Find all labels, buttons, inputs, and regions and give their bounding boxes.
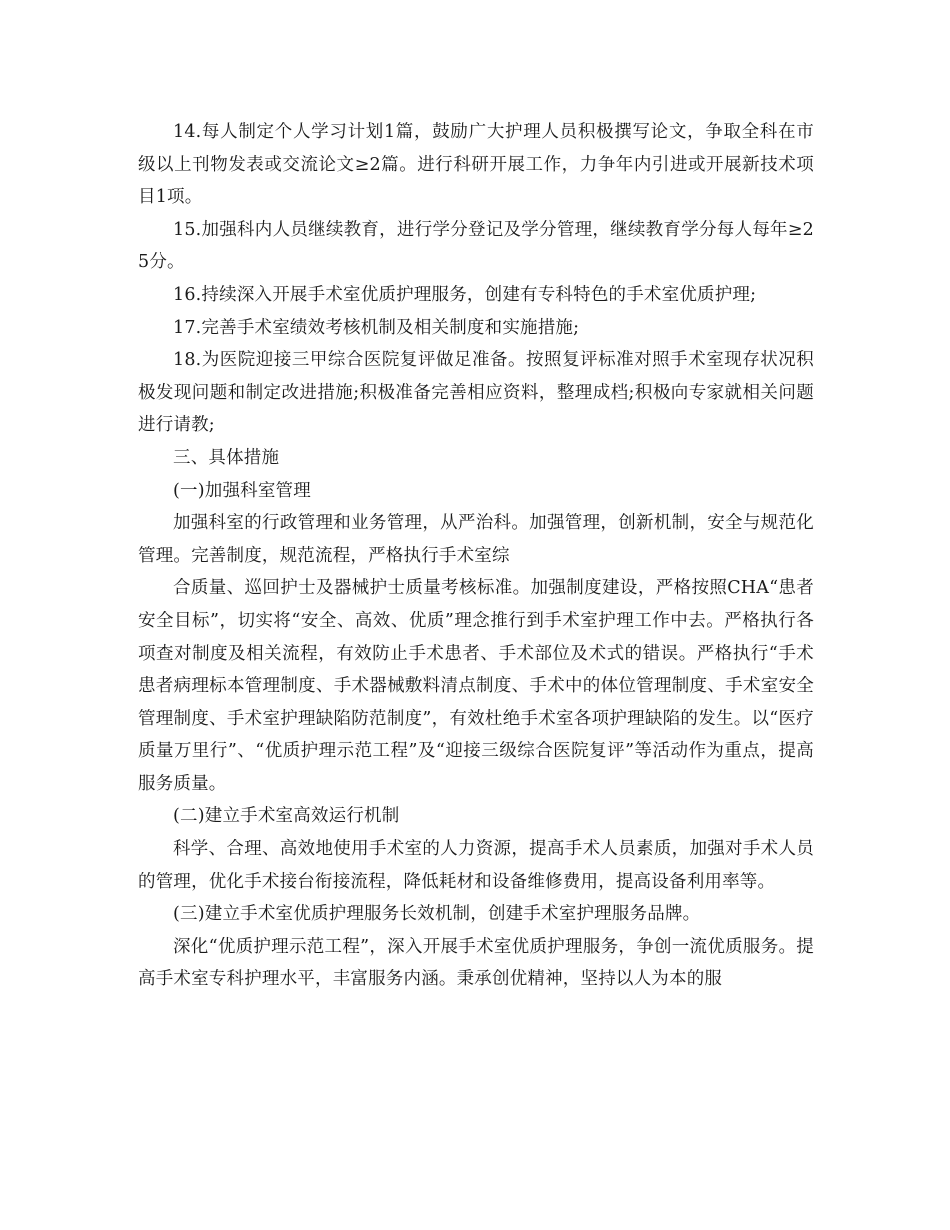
subheading-management: (一)加强科室管理 bbox=[173, 480, 311, 501]
paragraph-item-16: 16.持续深入开展手术室优质护理服务，创建有专科特色的手术室优质护理; bbox=[173, 284, 757, 305]
paragraph-management-detail: 合质量、巡回护士及器械护士质量考核标准。加强制度建设，严格按照CHA“患者安全目标”，切实将“安全、高效、优质”理念推行到手术室护理工作中去。严格执行各项查对制度及相关流程，有效防止手术患者、手术部位及术式的错误。严格执行“手术患者病理标本管理制度、手术器械敷料清点制度、手术中的体位管理制度、手术室安全管理制度、手术室护理缺陷防范制度”，有效杜绝手术室各项护理缺陷的发生。以“医疗质量万里行”、“优质护理示范工程”及“迎接三级综合医院复评”等活动作为重点，提高服务质量。 bbox=[138, 578, 814, 794]
section-heading-measures: 三、具体措施 bbox=[173, 447, 280, 468]
subheading-quality-service: (三)建立手术室优质护理服务长效机制，创建手术室护理服务品牌。 bbox=[173, 904, 701, 925]
document-body bbox=[138, 116, 814, 996]
paragraph-operation-mechanism: 科学、合理、高效地使用手术室的人力资源，提高手术人员素质，加强对手术人员的管理，优化手术接台衔接流程，降低耗材和设备维修费用，提高设备利用率等。 bbox=[138, 839, 814, 892]
subheading-operation-mechanism: (二)建立手术室高效运行机制 bbox=[173, 806, 400, 827]
paragraph-item-14: 14.每人制定个人学习计划1篇，鼓励广大护理人员积极撰写论文，争取全科在市级以上刊物发表或交流论文≥2篇。进行科研开展工作，力争年内引进或开展新技术项目1项。 bbox=[138, 122, 814, 208]
paragraph-item-17: 17.完善手术室绩效考核机制及相关制度和实施措施; bbox=[173, 317, 580, 338]
paragraph-management-intro: 加强科室的行政管理和业务管理，从严治科。加强管理，创新机制，安全与规范化管理。完善制度，规范流程，严格执行手术室综 bbox=[138, 513, 814, 566]
paragraph-item-18: 18.为医院迎接三甲综合医院复评做足准备。按照复评标准对照手术室现存状况积极发现问题和制定改进措施;积极准备完善相应资料，整理成档;积极向专家就相关问题进行请教; bbox=[138, 350, 814, 436]
paragraph-quality-service: 深化“优质护理示范工程”，深入开展手术室优质护理服务，争创一流优质服务。提高手术室专科护理水平，丰富服务内涵。秉承创优精神，坚持以人为本的服 bbox=[138, 936, 814, 990]
paragraph-item-15: 15.加强科内人员继续教育，进行学分登记及学分管理，继续教育学分每人每年≥25分。 bbox=[138, 219, 814, 273]
